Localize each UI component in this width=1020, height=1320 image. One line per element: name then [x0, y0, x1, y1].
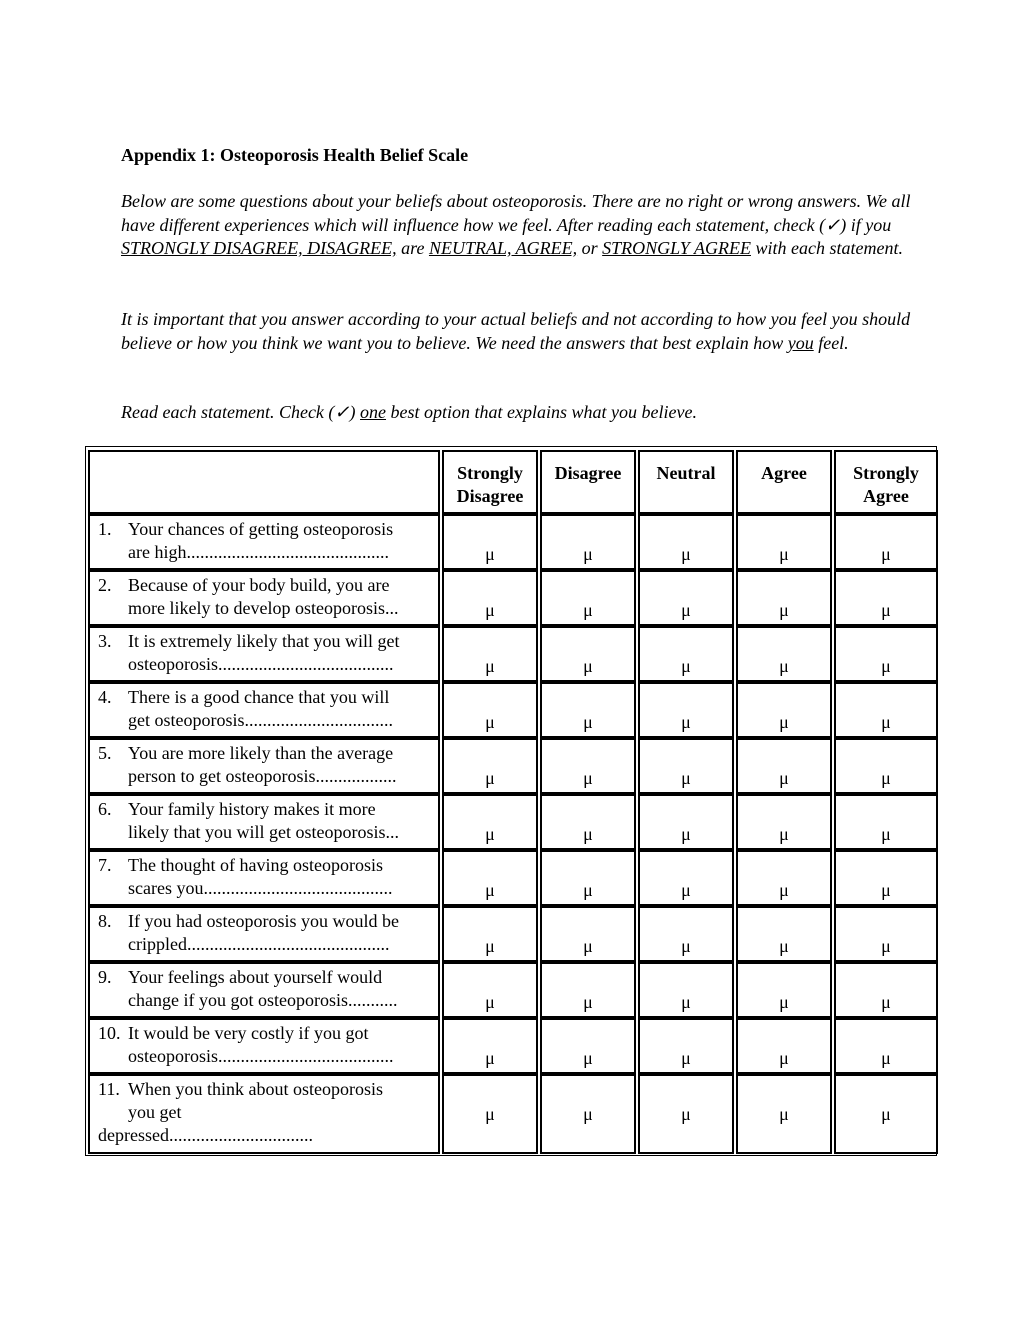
checkbox-icon[interactable]: μ	[485, 712, 495, 732]
option-neutral-q10[interactable]	[638, 1018, 734, 1074]
checkbox-icon[interactable]: μ	[583, 824, 593, 844]
question-number: 1.	[98, 519, 112, 539]
checkbox-icon[interactable]: μ	[681, 768, 691, 788]
checkbox-icon[interactable]: μ	[583, 600, 593, 620]
question-text-continued: change if you got osteoporosis...........	[128, 990, 398, 1010]
question-text: It would be very costly if you got	[128, 1023, 369, 1043]
option-disagree-q4[interactable]	[540, 682, 636, 738]
option-agree-q10[interactable]	[736, 1018, 832, 1074]
option-strongly-agree-q9[interactable]	[834, 962, 938, 1018]
option-neutral-q6[interactable]	[638, 794, 734, 850]
header-strongly-agree: Strongly Agree	[834, 450, 938, 514]
question-1	[88, 514, 440, 570]
question-text: You are more likely than the average	[128, 743, 394, 763]
question-number: 3.	[98, 631, 112, 651]
option-strongly-disagree-q3[interactable]	[442, 626, 538, 682]
checkbox-icon[interactable]: μ	[881, 656, 891, 676]
checkbox-icon[interactable]: μ	[583, 768, 593, 788]
option-agree-q6[interactable]	[736, 794, 832, 850]
check-mark-icon: ✓	[334, 402, 350, 422]
question-2	[88, 570, 440, 626]
question-text-continued: likely that you will get osteoporosis...	[128, 822, 399, 842]
option-disagree-q6[interactable]	[540, 794, 636, 850]
option-strongly-agree-q1[interactable]	[834, 514, 938, 570]
checkbox-icon[interactable]: μ	[485, 1103, 495, 1124]
question-number: 2.	[98, 575, 112, 595]
check-mark-icon: ✓	[825, 214, 841, 235]
option-strongly-agree-q7[interactable]	[834, 850, 938, 906]
question-text-continued: are high.............................................	[128, 542, 389, 562]
read-statement-paragraph: Read each statement. Check (✓) one best option that explains what you believe.	[121, 402, 697, 422]
checkbox-icon[interactable]: μ	[881, 1048, 891, 1068]
option-strongly-agree-q6[interactable]	[834, 794, 938, 850]
option-agree-q1[interactable]	[736, 514, 832, 570]
option-strongly-disagree-q4[interactable]	[442, 682, 538, 738]
checkbox-icon[interactable]: μ	[681, 824, 691, 844]
question-text-continued: get osteoporosis.................................	[128, 710, 393, 730]
option-agree-q11[interactable]	[736, 1074, 832, 1154]
option-neutral-q9[interactable]	[638, 962, 734, 1018]
checkbox-icon[interactable]: μ	[779, 1103, 789, 1124]
question-5	[88, 738, 440, 794]
question-number: 8.	[98, 911, 112, 931]
checkbox-icon[interactable]: μ	[881, 712, 891, 732]
option-agree-q2[interactable]	[736, 570, 832, 626]
option-strongly-disagree-q2[interactable]	[442, 570, 538, 626]
option-neutral-q7[interactable]	[638, 850, 734, 906]
option-strongly-agree-q10[interactable]	[834, 1018, 938, 1074]
checkbox-icon[interactable]: μ	[681, 992, 691, 1012]
checkbox-icon[interactable]: μ	[681, 656, 691, 676]
checkbox-icon[interactable]: μ	[485, 824, 495, 844]
header-agree: Agree	[736, 450, 832, 514]
checkbox-icon[interactable]: μ	[881, 992, 891, 1012]
question-6	[88, 794, 440, 850]
header-disagree: Disagree	[540, 450, 636, 514]
question-text: Your feelings about yourself would	[128, 967, 383, 987]
question-10	[88, 1018, 440, 1074]
question-number: 11.	[98, 1079, 120, 1099]
question-text-continued: crippled.............................................	[128, 934, 390, 954]
checkbox-icon[interactable]: μ	[485, 880, 495, 900]
checkbox-icon[interactable]: μ	[779, 824, 789, 844]
checkbox-icon[interactable]: μ	[583, 992, 593, 1012]
checkbox-icon[interactable]: μ	[485, 600, 495, 620]
checkbox-icon[interactable]: μ	[485, 544, 495, 564]
checkbox-icon[interactable]: μ	[485, 1048, 495, 1068]
checkbox-icon[interactable]: μ	[881, 544, 891, 564]
checkbox-icon[interactable]: μ	[583, 1103, 593, 1124]
option-disagree-q5[interactable]	[540, 738, 636, 794]
question-text: When you think about osteoporosis	[128, 1079, 383, 1099]
checkbox-icon[interactable]: μ	[779, 1048, 789, 1068]
question-text: There is a good chance that you will	[128, 687, 390, 707]
question-text-continued: osteoporosis.......................................	[128, 654, 394, 674]
option-disagree-q8[interactable]	[540, 906, 636, 962]
option-strongly-agree-q2[interactable]	[834, 570, 938, 626]
question-number: 5.	[98, 743, 112, 763]
option-disagree-q7[interactable]	[540, 850, 636, 906]
checkbox-icon[interactable]: μ	[881, 600, 891, 620]
option-agree-q5[interactable]	[736, 738, 832, 794]
question-11	[88, 1074, 440, 1154]
option-disagree-q1[interactable]	[540, 514, 636, 570]
option-strongly-disagree-q10[interactable]	[442, 1018, 538, 1074]
option-neutral-q1[interactable]	[638, 514, 734, 570]
checkbox-icon[interactable]: μ	[485, 768, 495, 788]
option-neutral-q4[interactable]	[638, 682, 734, 738]
checkbox-icon[interactable]: μ	[779, 880, 789, 900]
checkbox-icon[interactable]: μ	[485, 992, 495, 1012]
checkbox-icon[interactable]: μ	[779, 936, 789, 956]
checkbox-icon[interactable]: μ	[779, 992, 789, 1012]
option-disagree-q10[interactable]	[540, 1018, 636, 1074]
checkbox-icon[interactable]: μ	[881, 824, 891, 844]
checkbox-icon[interactable]: μ	[681, 1103, 691, 1124]
checkbox-icon[interactable]: μ	[681, 880, 691, 900]
question-7	[88, 850, 440, 906]
checkbox-icon[interactable]: μ	[681, 1048, 691, 1068]
option-disagree-q9[interactable]	[540, 962, 636, 1018]
option-strongly-agree-q11[interactable]	[834, 1074, 938, 1154]
question-text: Because of your body build, you are	[128, 575, 390, 595]
option-strongly-disagree-q6[interactable]	[442, 794, 538, 850]
checkbox-icon[interactable]: μ	[583, 712, 593, 732]
question-number: 7.	[98, 855, 112, 875]
question-text: Your chances of getting osteoporosis	[128, 519, 394, 539]
question-3	[88, 626, 440, 682]
checkbox-icon[interactable]: μ	[881, 768, 891, 788]
question-number: 10.	[98, 1023, 121, 1043]
question-text-continued: person to get osteoporosis..................	[128, 766, 397, 786]
checkbox-icon[interactable]: μ	[681, 544, 691, 564]
checkbox-icon[interactable]: μ	[583, 656, 593, 676]
checkbox-icon[interactable]: μ	[881, 936, 891, 956]
option-neutral-q5[interactable]	[638, 738, 734, 794]
option-neutral-q11[interactable]	[638, 1074, 734, 1154]
question-8	[88, 906, 440, 962]
instructions-paragraph: Below are some questions about your beliefs about osteoporosis. There are no right or wrong answers. We all have different experiences which will influence how we feel. After reading each statement, check (✓) if you STRONGLY DISAGREE, DISAGREE, are NEUTRAL, AGREE, or STRONGLY AGREE with each statement.	[121, 191, 911, 258]
importance-paragraph: It is important that you answer according to your actual beliefs and not according to how you feel you should believe or how you think we want you to believe. We need the answers that best explain how you feel.	[121, 309, 911, 353]
option-disagree-q11[interactable]	[540, 1074, 636, 1154]
question-text: If you had osteoporosis you would be	[128, 911, 399, 931]
option-agree-q3[interactable]	[736, 626, 832, 682]
checkbox-icon[interactable]: μ	[681, 600, 691, 620]
checkbox-icon[interactable]: μ	[779, 656, 789, 676]
option-agree-q7[interactable]	[736, 850, 832, 906]
question-number: 6.	[98, 799, 112, 819]
question-text: It is extremely likely that you will get	[128, 631, 400, 651]
option-strongly-disagree-q7[interactable]	[442, 850, 538, 906]
checkbox-icon[interactable]: μ	[881, 1103, 891, 1124]
checkbox-icon[interactable]: μ	[881, 880, 891, 900]
checkbox-icon[interactable]: μ	[583, 1048, 593, 1068]
checkbox-icon[interactable]: μ	[779, 544, 789, 564]
checkbox-icon[interactable]: μ	[583, 880, 593, 900]
option-strongly-disagree-q1[interactable]	[442, 514, 538, 570]
question-text-continued: osteoporosis.......................................	[128, 1046, 394, 1066]
option-strongly-disagree-q9[interactable]	[442, 962, 538, 1018]
option-strongly-disagree-q11[interactable]	[442, 1074, 538, 1154]
option-agree-q4[interactable]	[736, 682, 832, 738]
question-number: 4.	[98, 687, 112, 707]
belief-scale-table	[88, 450, 934, 1154]
checkbox-icon[interactable]: μ	[485, 656, 495, 676]
option-disagree-q2[interactable]	[540, 570, 636, 626]
checkbox-icon[interactable]: μ	[681, 936, 691, 956]
question-4	[88, 682, 440, 738]
header-strongly-disagree: Strongly Disagree	[442, 450, 538, 514]
option-agree-q9[interactable]	[736, 962, 832, 1018]
header-neutral: Neutral	[638, 450, 734, 514]
option-neutral-q8[interactable]	[638, 906, 734, 962]
checkbox-icon[interactable]: μ	[779, 600, 789, 620]
question-text-continued: more likely to develop osteoporosis...	[128, 598, 399, 618]
option-strongly-agree-q8[interactable]	[834, 906, 938, 962]
question-text-continued: you get	[128, 1102, 182, 1122]
option-disagree-q3[interactable]	[540, 626, 636, 682]
checkbox-icon[interactable]: μ	[485, 936, 495, 956]
question-text: Your family history makes it more	[128, 799, 376, 819]
question-9	[88, 962, 440, 1018]
option-agree-q8[interactable]	[736, 906, 832, 962]
option-neutral-q3[interactable]	[638, 626, 734, 682]
page-title: Appendix 1: Osteoporosis Health Belief Scale	[121, 145, 469, 165]
checkbox-icon[interactable]: μ	[779, 768, 789, 788]
header-blank-cell	[88, 450, 440, 514]
checkbox-icon[interactable]: μ	[583, 936, 593, 956]
checkbox-icon[interactable]: μ	[779, 712, 789, 732]
option-strongly-agree-q3[interactable]	[834, 626, 938, 682]
question-text-continued: scares you..........................................	[128, 878, 393, 898]
question-text: The thought of having osteoporosis	[128, 855, 383, 875]
question-number: 9.	[98, 967, 112, 987]
option-strongly-disagree-q8[interactable]	[442, 906, 538, 962]
option-strongly-agree-q5[interactable]	[834, 738, 938, 794]
option-neutral-q2[interactable]	[638, 570, 734, 626]
option-strongly-agree-q4[interactable]	[834, 682, 938, 738]
checkbox-icon[interactable]: μ	[583, 544, 593, 564]
question-text-continued: depressed................................	[98, 1125, 313, 1145]
option-strongly-disagree-q5[interactable]	[442, 738, 538, 794]
checkbox-icon[interactable]: μ	[681, 712, 691, 732]
